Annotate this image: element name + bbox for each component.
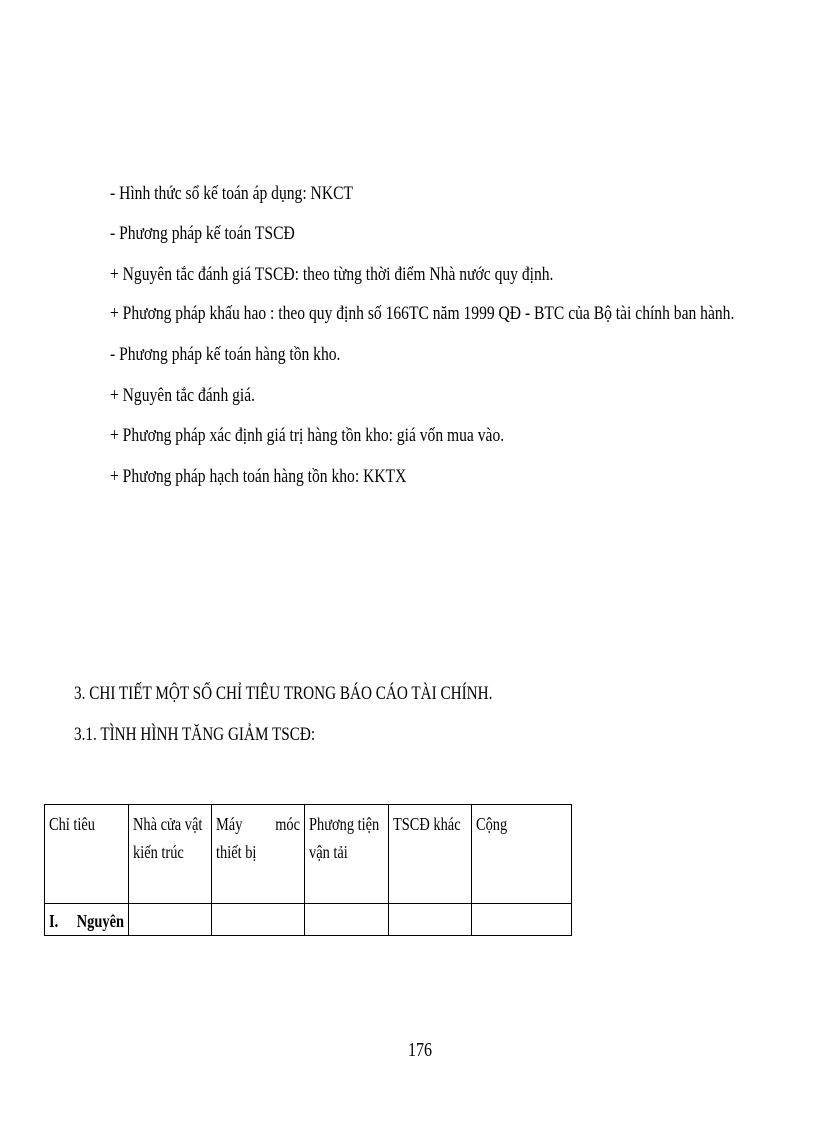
row-cell-total — [472, 904, 572, 936]
text-line-1: - Hình thức sổ kế toán áp dụng: NKCT — [110, 183, 353, 204]
section-heading: 3. CHI TIẾT MỘT SỐ CHỈ TIÊU TRONG BÁO CÁO TÀI CHÍNH. — [74, 683, 493, 704]
table-row — [45, 904, 572, 936]
header-cell-vehicles — [305, 805, 389, 904]
header-cell-total — [472, 805, 572, 904]
header-cell-machinery — [212, 805, 305, 904]
header-other-assets-label: TSCĐ khác — [393, 814, 461, 834]
header-cell-indicator — [45, 805, 129, 904]
header-machinery-word-3: thiết bị — [216, 842, 257, 862]
header-cell-other-assets — [389, 805, 472, 904]
row-label-cell — [45, 904, 129, 936]
header-buildings-label: Nhà cửa vật kiến trúc — [133, 814, 203, 862]
row-cell-machinery — [212, 904, 305, 936]
row-label-word: Nguyên — [76, 911, 124, 931]
header-machinery-word-1: Máy — [216, 814, 243, 834]
header-total-label: Cộng — [476, 814, 508, 834]
text-line-2: - Phương pháp kế toán TSCĐ — [110, 223, 295, 244]
table-header-row — [45, 805, 572, 904]
fixed-asset-table — [44, 804, 572, 936]
header-cell-buildings — [129, 805, 212, 904]
text-line-6: + Nguyên tắc đánh giá. — [110, 385, 256, 406]
header-vehicles-label: Phương tiện vận tải — [309, 814, 380, 862]
text-line-4: + Phương pháp khấu hao : theo quy định số 166TC năm 1999 QĐ - BTC của Bộ tài chính ban hành. — [110, 303, 735, 324]
page-number: 176 — [408, 1039, 432, 1061]
header-indicator-label: Chỉ tiêu — [49, 814, 95, 834]
row-cell-buildings — [129, 904, 212, 936]
header-machinery-label — [216, 810, 300, 866]
header-machinery-word-2: móc — [275, 814, 300, 834]
row-cell-vehicles — [305, 904, 389, 936]
text-line-8: + Phương pháp hạch toán hàng tồn kho: KKTX — [110, 466, 407, 487]
text-line-3: + Nguyên tắc đánh giá TSCĐ: theo từng thời điểm Nhà nước quy định. — [110, 264, 554, 285]
text-line-5: - Phương pháp kế toán hàng tồn kho. — [110, 344, 341, 365]
row-label — [49, 907, 124, 935]
subsection-heading: 3.1. TÌNH HÌNH TĂNG GIẢM TSCĐ: — [74, 724, 316, 745]
row-cell-other-assets — [389, 904, 472, 936]
row-label-prefix: I. — [49, 911, 59, 931]
text-line-7: + Phương pháp xác định giá trị hàng tồn kho: giá vốn mua vào. — [110, 425, 505, 446]
